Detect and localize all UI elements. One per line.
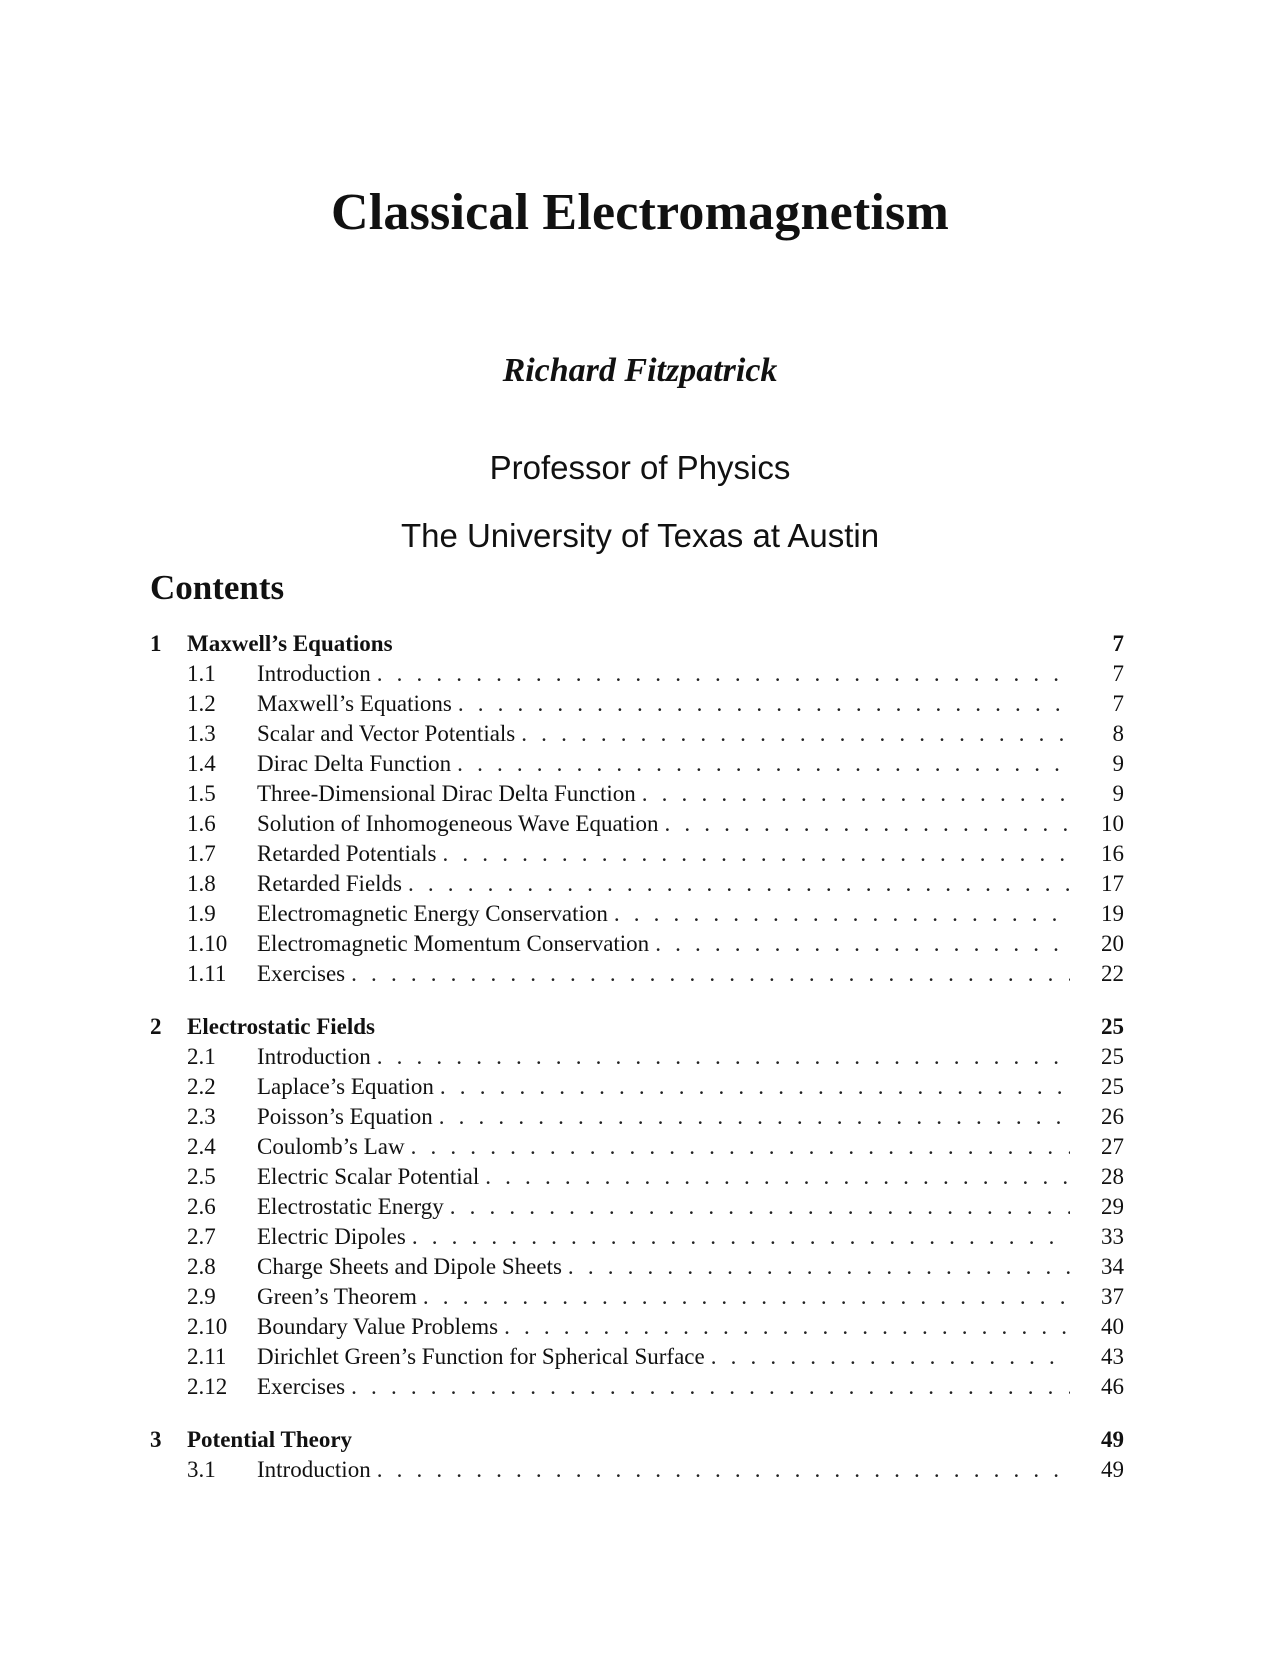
toc-section-page: 29	[1101, 1194, 1124, 1219]
toc-section-page: 10	[1101, 811, 1124, 836]
toc-section-number: 1.9	[187, 901, 216, 926]
toc-dot-leader	[450, 1194, 1070, 1220]
toc-section-row[interactable]	[150, 1284, 1124, 1314]
toc-section-page: 40	[1101, 1314, 1124, 1339]
toc-section-row[interactable]	[150, 1134, 1124, 1164]
toc-chapter-row[interactable]	[150, 1014, 1124, 1044]
toc-section-row[interactable]	[150, 1224, 1124, 1254]
toc-section-number: 3.1	[187, 1457, 216, 1482]
toc-section-title: Introduction	[257, 1044, 371, 1069]
toc-section-page: 20	[1101, 931, 1124, 956]
toc-section-number: 2.7	[187, 1224, 216, 1249]
toc-section-number: 2.9	[187, 1284, 216, 1309]
toc-section-number: 1.2	[187, 691, 216, 716]
toc-section-title: Charge Sheets and Dipole Sheets	[257, 1254, 562, 1279]
toc-dot-leader	[485, 1164, 1070, 1190]
toc-chapter-number: 3	[150, 1427, 162, 1452]
toc-section-title: Introduction	[257, 1457, 371, 1482]
toc-chapter-page: 7	[1112, 631, 1124, 656]
toc-section-number: 1.8	[187, 871, 216, 896]
contents-heading: Contents	[150, 568, 285, 607]
toc-section-page: 17	[1101, 871, 1124, 896]
toc-section-number: 2.1	[187, 1044, 216, 1069]
toc-section-title: Electromagnetic Energy Conservation	[257, 901, 608, 926]
toc-section-title: Boundary Value Problems	[257, 1314, 499, 1339]
toc-section-page: 49	[1101, 1457, 1124, 1482]
toc-dot-leader	[423, 1284, 1070, 1310]
toc-section-number: 1.1	[187, 661, 216, 686]
toc-section-row[interactable]	[150, 1044, 1124, 1074]
table-of-contents	[150, 631, 1124, 1487]
toc-chapter	[150, 631, 1124, 991]
author-position: Professor of Physics	[489, 449, 791, 486]
toc-section-page: 27	[1101, 1134, 1124, 1159]
toc-dot-leader	[377, 661, 1070, 687]
toc-section-page: 25	[1101, 1074, 1124, 1099]
toc-dot-leader	[443, 841, 1071, 867]
toc-section-row[interactable]	[150, 1457, 1124, 1487]
toc-section-row[interactable]	[150, 931, 1124, 961]
toc-dot-leader	[711, 1344, 1070, 1370]
toc-chapter-title: Electrostatic Fields	[187, 1014, 375, 1039]
toc-section-number: 2.5	[187, 1164, 216, 1189]
toc-section-page: 19	[1101, 901, 1124, 926]
toc-section-row[interactable]	[150, 1314, 1124, 1344]
toc-chapter-title: Potential Theory	[187, 1427, 353, 1452]
toc-section-number: 1.10	[187, 931, 228, 956]
toc-section-title: Dirac Delta Function	[257, 751, 452, 776]
toc-chapter	[150, 1014, 1124, 1404]
toc-chapter-row[interactable]	[150, 631, 1124, 661]
toc-section-title: Electrostatic Energy	[257, 1194, 444, 1219]
toc-section-number: 1.5	[187, 781, 216, 806]
toc-section-row[interactable]	[150, 691, 1124, 721]
toc-section-title: Poisson’s Equation	[257, 1104, 433, 1129]
toc-section-page: 25	[1101, 1044, 1124, 1069]
toc-section-row[interactable]	[150, 721, 1124, 751]
toc-dot-leader	[412, 1224, 1070, 1250]
toc-section-row[interactable]	[150, 1194, 1124, 1224]
toc-section-title: Exercises	[257, 1374, 346, 1399]
toc-section-row[interactable]	[150, 1104, 1124, 1134]
toc-dot-leader	[568, 1254, 1070, 1280]
toc-section-page: 16	[1101, 841, 1124, 866]
toc-section-number: 1.4	[187, 751, 216, 776]
toc-section-row[interactable]	[150, 1254, 1124, 1284]
toc-section-page: 26	[1101, 1104, 1124, 1129]
author-institution: The University of Texas at Austin	[400, 517, 880, 554]
toc-section-page: 33	[1101, 1224, 1124, 1249]
toc-section-title: Retarded Fields	[257, 871, 402, 896]
toc-chapter-number: 2	[150, 1014, 162, 1039]
toc-dot-leader	[664, 811, 1070, 837]
toc-chapter-row[interactable]	[150, 1427, 1124, 1457]
toc-section-row[interactable]	[150, 871, 1124, 901]
toc-section-page: 43	[1101, 1344, 1124, 1369]
toc-section-title: Scalar and Vector Potentials	[257, 721, 516, 746]
toc-dot-leader	[614, 901, 1070, 927]
toc-section-title: Retarded Potentials	[257, 841, 437, 866]
toc-section-title: Introduction	[257, 661, 371, 686]
toc-section-row[interactable]	[150, 781, 1124, 811]
toc-section-row[interactable]	[150, 1074, 1124, 1104]
toc-section-number: 2.6	[187, 1194, 216, 1219]
toc-section-title: Coulomb’s Law	[257, 1134, 405, 1159]
toc-section-number: 2.3	[187, 1104, 216, 1129]
toc-section-number: 1.7	[187, 841, 216, 866]
toc-dot-leader	[457, 751, 1070, 777]
toc-section-page: 9	[1112, 781, 1124, 806]
toc-dot-leader	[377, 1044, 1070, 1070]
toc-section-row[interactable]	[150, 961, 1124, 991]
toc-section-number: 1.6	[187, 811, 216, 836]
toc-section-page: 28	[1101, 1164, 1124, 1189]
toc-section-title: Three-Dimensional Dirac Delta Function	[257, 781, 636, 806]
toc-section-page: 22	[1101, 961, 1124, 986]
document-title: Classical Electromagnetism	[330, 184, 950, 241]
toc-dot-leader	[439, 1104, 1070, 1130]
toc-section-row[interactable]	[150, 1164, 1124, 1194]
toc-section-row[interactable]	[150, 811, 1124, 841]
toc-section-title: Exercises	[257, 961, 346, 986]
toc-section-number: 1.3	[187, 721, 216, 746]
toc-section-number: 2.12	[187, 1374, 228, 1399]
toc-section-title: Dirichlet Green’s Function for Spherical Surface	[257, 1344, 705, 1369]
toc-chapter-number: 1	[150, 631, 162, 656]
toc-section-page: 46	[1101, 1374, 1124, 1399]
toc-section-title: Electric Scalar Potential	[257, 1164, 480, 1189]
toc-dot-leader	[411, 1134, 1070, 1160]
toc-dot-leader	[408, 871, 1070, 897]
toc-dot-leader	[458, 691, 1070, 717]
toc-section-row[interactable]	[150, 1374, 1124, 1404]
toc-section-title: Green’s Theorem	[257, 1284, 417, 1309]
toc-section-row[interactable]	[150, 751, 1124, 781]
toc-dot-leader	[642, 781, 1070, 807]
toc-chapter	[150, 1427, 1124, 1487]
toc-dot-leader	[655, 931, 1070, 957]
toc-dot-leader	[521, 721, 1070, 747]
toc-section-row[interactable]	[150, 841, 1124, 871]
toc-chapter-page: 49	[1101, 1427, 1124, 1452]
toc-chapter-page: 25	[1101, 1014, 1124, 1039]
toc-section-title: Solution of Inhomogeneous Wave Equation	[257, 811, 659, 836]
toc-section-title: Maxwell’s Equations	[257, 691, 452, 716]
toc-section-page: 7	[1112, 661, 1124, 686]
toc-section-page: 9	[1112, 751, 1124, 776]
toc-section-title: Laplace’s Equation	[257, 1074, 434, 1099]
toc-dot-leader	[351, 1374, 1070, 1400]
toc-section-number: 2.4	[187, 1134, 216, 1159]
toc-section-page: 7	[1112, 691, 1124, 716]
toc-section-row[interactable]	[150, 661, 1124, 691]
toc-section-number: 2.8	[187, 1254, 216, 1279]
toc-section-number: 2.11	[187, 1344, 227, 1369]
toc-section-number: 1.11	[187, 961, 227, 986]
toc-section-number: 2.2	[187, 1074, 216, 1099]
toc-dot-leader	[351, 961, 1070, 987]
toc-section-title: Electromagnetic Momentum Conservation	[257, 931, 650, 956]
toc-dot-leader	[440, 1074, 1070, 1100]
toc-section-page: 37	[1101, 1284, 1124, 1309]
toc-section-number: 2.10	[187, 1314, 228, 1339]
toc-section-row[interactable]	[150, 1344, 1124, 1374]
author-name: Richard Fitzpatrick	[502, 352, 778, 389]
toc-section-page: 8	[1112, 721, 1124, 746]
toc-section-page: 34	[1101, 1254, 1124, 1279]
toc-dot-leader	[504, 1314, 1070, 1340]
toc-section-title: Electric Dipoles	[257, 1224, 406, 1249]
toc-dot-leader	[377, 1457, 1070, 1483]
toc-section-row[interactable]	[150, 901, 1124, 931]
toc-chapter-title: Maxwell’s Equations	[187, 631, 393, 656]
